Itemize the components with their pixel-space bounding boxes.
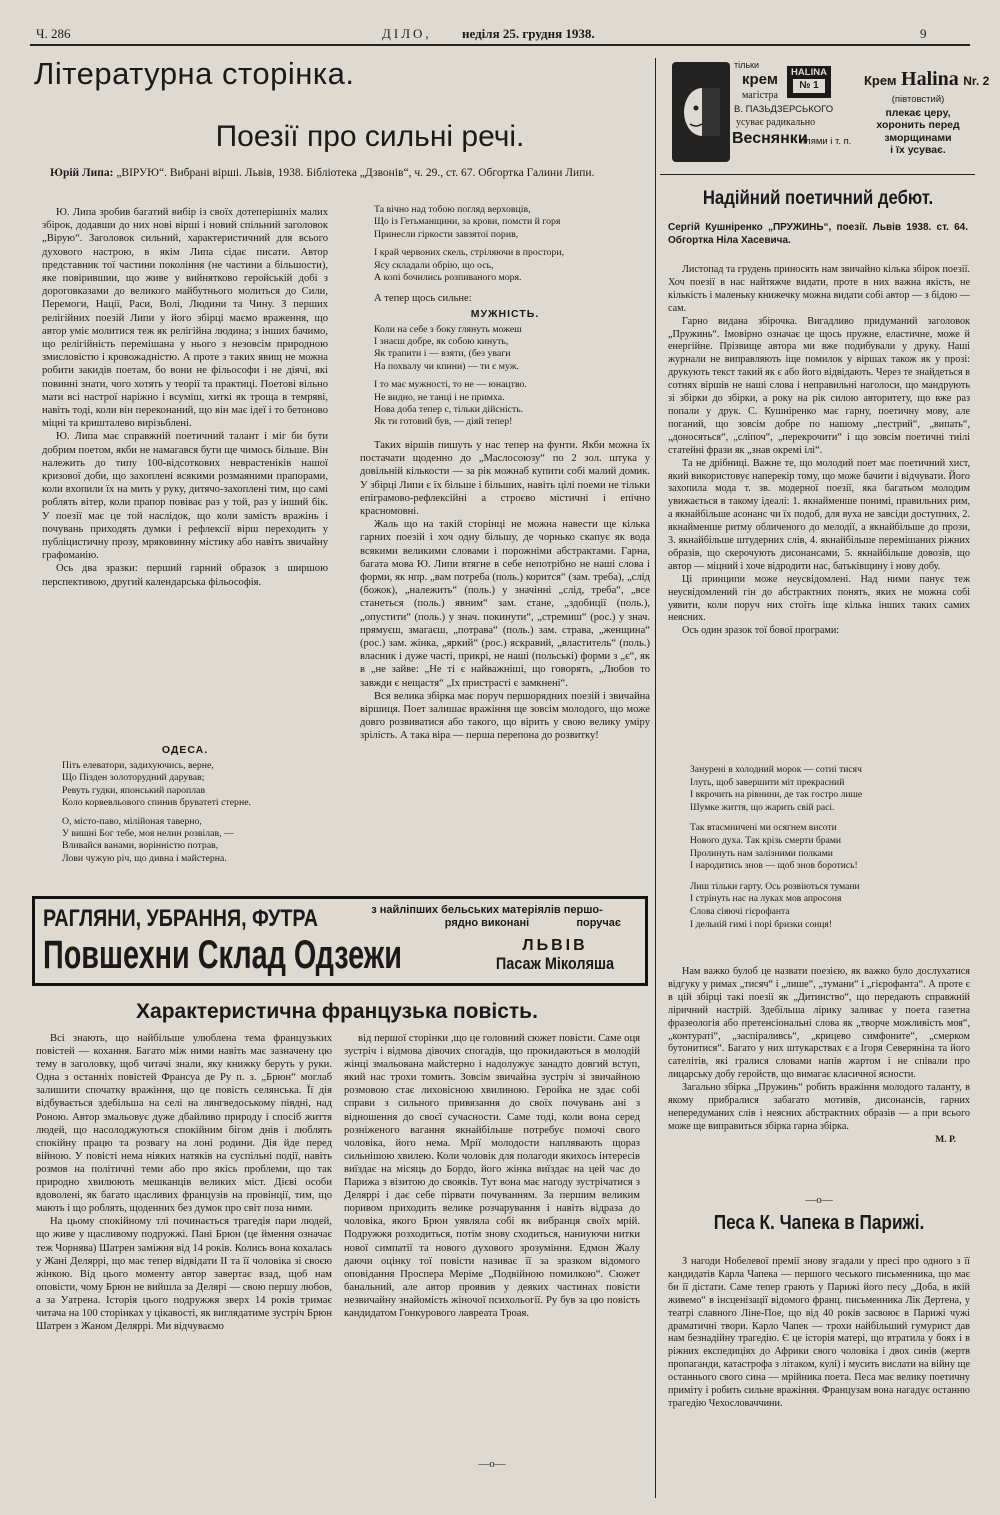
poem-line: У вишні Бог тебе, моя нелин розвілав, —: [62, 828, 234, 840]
poem-odesa: [42, 742, 328, 865]
paragraph: від першої сторінки ,що це головний сюжет повісти. Саме оця зустріч і відмова дівочих спогадів, що прокидаються в молодій жінці змальована майстерно і надолужує занадто довгий вступ, який нас трохи томить. Зовсім звичайна зустріч зі звичайною розмовою стає лиховісною хвилиною. Геройка не здає собі справи з сильного привязання до своїх почувань ані з відношення до своєї сучасности. Саме тоді, коли вона серед розніженого вагання якнайбільше потребує помочі свого чоловіка, його нема. Мрії молодости наплявають щораз сильнішою хвилею. Коли чоловік для полагоди якихось інтересів виїздає на місяць до Бордо, його жінка виїздає на цей час до Парижа з візитою до свояків. Тут вона має нагоду зустрічатися з Деляррі і дає себе пірвати почуванням. За першим великим поривом приходить велике розчарування і навіть відраза до чоловіка, якого Брюн уявляла собі як вибранця своїх мрій. Подружжя розходиться, потім знову сходиться, наниуючи нитки нової симпатії та нового духового зрозуміння. Едмон Жалу даючи оцінку тої повісти називає її за зразком відомого оповідання Проспера Меріме „Подвійною помилкою“. Сюжет банальний, але автор проявив у деяких частинах повісти незвичайну знайомість жіночої психольогії. Ру був за цю повість кандидатом Гонкурового лавреата Троая.: [344, 1033, 640, 1319]
brand-name: Halina: [901, 68, 959, 90]
ad-line: хоронить перед: [876, 119, 960, 131]
poem-line: Ревуть гудки, японський пароплав: [62, 784, 206, 796]
issue-date: неділя 25. грудня 1938.: [462, 26, 595, 41]
header-rule: [30, 44, 970, 46]
poem-title: ОДЕСА.: [161, 744, 209, 756]
paragraph: Всі знають, що найбільше улюблена тема французьких повістей — кохання. Багато між ними навіть має зазначену цю тему в заголовку, щоб читачі знали, яку книжку беруть у руки. Одна з останніх повістей Франсуа де Ру п. з. „Брюн“ моглаб залишити спочатку вражіння, що це повість селянська. Її дія відбувається здебільша на селі на лянгведоському півдні, над Роною. Автор змальовує дуже дбайливо природу і спосіб життя людей, що насолоджуються спокійним бігом днів і люблять спокійну працю та розвагу на лоні родини. Дія йде перед війною. У повісті нема ніяких натяків на суспільні події, навіть розмов на політичні теми або про якісь проблеми, що так природно хвилюють мешканців великих міст. Дієві особи вдоволені, як багато щасливих французів на провінції, тим, що мають і що роблять, щоденних без думок про світ поза ними.: [36, 1033, 332, 1215]
poem-line: Нового духа. Так крізь смерти брами: [690, 834, 842, 846]
ad-line: крем: [742, 71, 778, 88]
poem-line: Пролинуть нам залізними полками: [690, 847, 833, 859]
ad-subtext: [337, 904, 637, 930]
poem-line: Та вічно над тобою погляд верховців,: [374, 204, 531, 215]
paragraph: Та не дрібниці. Важне те, що молодий поет має поетичний хист, який використовує наперекір тому, що може бачити і відчувати. Його захопила мода т. зв. модерної поезії, яка багатьом молодим увижається в такому ідеалі: 1. якнайменше понимі, правильних рим, а якнайбільше асонанс чи їх подоб, для вуха не завсіди доступних, 2. якнайменше ритму обличеного до мелодії, а якнайбільше до прози, 3. якнайбільше штудерних слів, 4. якнайбільше перемішаних ріжних образів, що скерочують дисонансами, 5. якнайбільше довозів, що автор — міцний і хоче відродити нас, батьківщину і нову добу.: [668, 457, 970, 572]
paragraph: Гарно видана збірочка. Вигадливо придуманий заголовок „Пружинь“. Імовірно означає це щось пружне, еластичне, може й енергійне. Прізвище автора ми вже подибували у друку. Наші журнали не виправляють іще помилок у віршах також як у прозі: друкують текст такий як є або його відвідають. Через те знайдеться в сотнях віршів не наші слова і неправильні наголоси, що мандрують зі збірки до збірки, а року на рік силою авторитету, що вже раз попали у друк. С. Кушніренко має гарну, поетичну мову, але поганий, що зовсім добре по нашому „пестрий“, „випать“, „доносяться“, „сліпоч“, „перекрочити“ і що зовсім поетичні тиілі статейні фрази як „знав окремі ілі“.: [668, 315, 970, 456]
ad-line: усуває радикально: [736, 117, 816, 128]
poem-line: Так втасмничені ми осягнем висоти: [690, 822, 837, 834]
article2-text-end: [668, 966, 970, 1147]
poem-line: О, місто-паво, мілійоная таверно,: [62, 815, 202, 827]
article3-title: Характеристична французька повість.: [136, 1000, 538, 1023]
ad-line: плями і т. п.: [800, 136, 852, 147]
poem-line: Принесли гіркости завзятої порив,: [374, 228, 519, 240]
author-signature: М. Р.: [935, 1134, 956, 1145]
poem-line: Коло корвевльового спинив бруватеті стерне.: [62, 797, 251, 809]
ad-street: Пасаж Міколяша: [495, 954, 615, 973]
poem-line: І дельній гимі і порі бризки сонця!: [690, 918, 833, 930]
ad-tag: тільки: [734, 60, 760, 70]
paragraph: Ось один зразок тої бової програми:: [682, 625, 840, 637]
byline-details: „ВІРУЮ“. Вибрані вірші. Львів, 1938. Бібліотека „Дзвонів“, ч. 29., ст. 67. Обгортка Галини Липи.: [116, 167, 595, 179]
article1-col2: [360, 204, 650, 743]
paragraph: Жаль що на такій сторінці не можна навести ще кілька гарних поезій і хоч одну більшу, де чорнько скапує як вода всякими великими словами і порожніми абстрактами. Гарна, багата мова Ю. Липи втягне в себе непотрібно не наші слова і форми, як нпр. „вам потреба (поль.) корится“ (зам. треба), „слід (божок), „належить“ (поль.) у значінні „слід, треба“, „все станеться (поль.) явним“ зам. стане, „здобиції (поль.), „опустити“ (поль.) у знач. покинути“, „стремиш“ (рос.) у знач. прямуєш, змагаєш, „потрава“ (поль.) зам. страва, „женщина“ (рос.) зам. жінка, „яркий“ (рос.) яскравий, „властитель“ (поль.) власник і дуже часті, прикрі, не наші (польські) форми з „є“, як в „не зайве: „Не ті є найважніші, що говорять, „Любов то завжди є нещастя“ „Іх пристрасті є замкнені“.: [360, 519, 650, 689]
byline-author: Сергій Кушніренко: [668, 222, 763, 233]
byline-author: Юрій Липа:: [50, 167, 114, 179]
ad-line: поручає: [576, 917, 621, 929]
newspaper-name: ДІЛО,: [382, 26, 432, 41]
poem-line: Як ти готовий був, — діяй тепер!: [374, 416, 513, 428]
poem-line: І вкрочить на рівнини, де так гостро лише: [690, 789, 863, 801]
poem-title: МУЖНІСТЬ.: [470, 307, 540, 320]
brand-box: [787, 66, 831, 98]
paragraph: Ю. Липа має справжній поетичний талант і міг би бути добрим поетом, якби не намагався бути ще чимось більше. Він належить до типу 100-відсоткових неврастеніків нашої кризової доби, що захоплені всякими розмаяними прапорами, коли вхопили їх на мить у руку, дитячо-захоплені тим, що самі роблять вітер, коли прапор повіває раз у той, раз у інший бік. У поезії має це той наслідок, що коли замість вражінь і почувань приходять думки і рефлексії вірш переходить у публіцистичну прозу, мряковинну містику або навіть звичайну графоманію.: [42, 431, 328, 562]
ad-line: і їх усуває.: [890, 144, 946, 156]
paragraph: Вся велика збірка має поруч першорядних поезій і звичайна віршиця. Поет залишає вражіння ще зовсім молодого, що може довго розвиватися або такого, що вірить у свою велику уміру зрілість. А така віра — перша перепона до розвитку!: [360, 690, 650, 742]
cream-advertisement: [672, 60, 990, 170]
poem-line: І народитись знов — щоб знов боротись!: [690, 860, 858, 872]
article1-byline: [50, 166, 640, 180]
paragraph: Ці принципи може неусвідомлені. Над ними панує теж неусвідомлений гін до абстрактних понять, яких не можна собі уявити, коли поруч них стоїть іще кілька інших таких самих неясних.: [668, 573, 970, 624]
article2-poem: [690, 764, 972, 931]
ad-line: зморщинами: [884, 131, 952, 144]
page-number: 9: [920, 26, 927, 41]
paragraph: Ось два зразки: перший гарний образок з ширшою перспективою, другий календарська фільософія.: [42, 563, 328, 588]
article1-col2-text: [360, 439, 650, 743]
article1-col1: [42, 206, 328, 589]
brand-number: № 1: [793, 79, 825, 93]
poem-line: Слова сіяючі гієрофанта: [690, 905, 790, 917]
article4-title: Песа К. Чапека в Парижі.: [713, 1212, 925, 1234]
article1-title: Поезії про сильні речі.: [215, 120, 525, 153]
column-divider: [655, 58, 656, 1498]
poem-line: Лиш тільки гарту. Ось розвіються тумани: [690, 880, 860, 892]
poem-line: Лови чужую річ, що дивна і майстерна.: [62, 852, 227, 864]
paragraph: Ю. Липа зробив багатий вибір із своїх дотеперішніх малих збірок, додавши до них нові вірші і новий спільний заголовок „Вірую“. Заголовок сильний, характеристичний для всього духового настрою, в якім Липа сідає писати. Автор представник тої частини покоління (не частини а більшости), яке повірившии, що живе у вийнятково геройській добі з дороговказами до великого майбутнього молиться до Сили, Перемоги, Нації, Раси, Волі, Людини та Чину. З перших релігійних поезій Липи у його збірці маємо враження, що автор уміє молитися теж як релігійна людина; з інших бачимо, що релігійність перемішана у нього з незовсім природною змисловістю і кровожадністю. А проте з таких явищ не можна робити закидів поетам, бо вони не фільософи і не діячі, які повинні знати, чого хотять у теорії та практиці. Поетові вільно мати всі настрої наріжно і всуміш, хиткі як троща в темряві, навіть тоді, коли він переконаний, що він має ідеї і то бетоново міцні та кришталево вирізьблені.: [42, 207, 328, 430]
separator: —o—: [478, 1458, 506, 1470]
clothes-advertisement: [32, 896, 648, 986]
paragraph: На цьому спокійному тлі починається трагедія пари людей, що живе у щасливому подружжі. Пані Брюн (це ймення означає теж Чорнява) Шатрен заміжня від 14 років. Колись вона кохалась у Жані Деляррі, що має тепер відвідати ІІ та її чоловіка зі своєю жінкою. Від цього моменту автор завертає взад, щоб нам оповісти, чому Брюн не вийшла за Делярі — свою першу любов, а за Уатрена. Історія цього подружжя зверх 14 років тримає читача на 100 сторінках у цікавості, як виглядатиме зустріч Брюн Шатрен з Жаном Деляррі. Ми відчуваємо: [36, 1216, 332, 1333]
ad-store-name: Повшехни Склад Одзежи: [43, 933, 402, 977]
brand-number: Nr. 2: [963, 74, 990, 88]
ad-line: плекає церу,: [885, 106, 951, 119]
poem-line: Не видно, не танці і не примха.: [374, 391, 505, 403]
paragraph: Листопад та грудень приносять нам звичайно кілька збірок поезії. Хоч поезії в нас найтяжче видати, проте в них важна якість, не кількість і маленьку книжечку можна видати собі автор — з бідою — сам.: [668, 264, 970, 314]
article3-col2: [344, 1032, 640, 1320]
poem-line: Піть елеватори, задихуючись, верне,: [62, 760, 214, 771]
poem-line: На похвалу чи кпини) — ти є муж.: [374, 360, 519, 372]
poem-line: Коли на себе з боку глянуть можеш: [374, 323, 522, 335]
poem-line: Занурені в холодний морок — сотні тисяч: [690, 764, 862, 775]
ad-line: Веснянки: [732, 130, 808, 147]
poem-line: Ясу складали обрію, що ось,: [374, 259, 494, 271]
poem-line: Нова доба тепер є, тільки дійсність.: [374, 404, 524, 416]
poem-line: Що із Гетьманщини, за крови, помсти й горя: [374, 216, 561, 228]
paragraph: З нагоди Нобелевої премії знову згадали у пресі про одного з її кандидатів Карла Чапека — першого чеського письменника, що має би її дістати. Саме тепер грають у Парижі його песу „Доба, в якій живемо“ в інсценізації відомого франц. письменника Лік Дертена, у театрі славного Ліне-Пое, що від 40 років засвоює в Парижі чужі драматичні твори. Карло Чапек — трохи найбільший гумурист дав нам безнадійну трагедію. Є це історія матері, що втратила у боях і в ріжних експедиціях до Африки свого чоловіка і двох синів (жертв пропаганди, катастрофа з літаком, кулі) і мусить вислати на війну ще останнього свого сина — мрійника поета. Песа має велику поетичну приміту і робить сильне вражіння. Французам вона нагадує останню трагедію Чехословаччини.: [668, 1256, 970, 1409]
ad-text: Крем: [864, 73, 897, 88]
ad-right-text: [866, 94, 970, 157]
section-title: Літературна сторінка.: [34, 56, 355, 91]
ad-line: В. ПАЗЬДЗЕРСЬКОГО: [734, 104, 834, 115]
woman-portrait-icon: [672, 62, 730, 162]
ad-line: з найліпших бельських матеріялів першо-: [371, 904, 603, 916]
article3-col1: [36, 1032, 332, 1333]
separator: —o—: [805, 1194, 833, 1206]
article4-text: [668, 1256, 970, 1411]
ad-rule: [660, 174, 975, 175]
ad-headline: РАГЛЯНИ, УБРАННЯ, ФУТРА: [43, 905, 318, 932]
poem-line: Як трапити і — взяти, (без уваги: [374, 348, 511, 360]
article2-title: Надійний поетичний дебют.: [702, 188, 934, 209]
ad-line: рядно виконані: [444, 917, 530, 929]
poem-line: І то має мужності, то не — юнацтво.: [374, 379, 527, 391]
ad-line: магістра: [742, 90, 778, 101]
byline-details: „ПРУЖИНЬ“, поезії. Львів 1938. ст. 64. Обгортка Ніла Хасевича.: [668, 222, 968, 246]
brand-name: HALINA: [791, 67, 827, 78]
ad-address: [475, 937, 635, 973]
poem-line: І стрінуть нас на луках мов апросоня: [690, 893, 842, 905]
poem-line: Iлуть, щоб завершити міт прекрасний: [690, 776, 845, 788]
paragraph: Загально збірка „Пружинь“ робить вражіння молодого таланту, в якому прибралися забагато мотивів, дисонансів, гарних непередуманих слів і неясних абстрактних образів — а при всього може ще виправиться збірка гарна збірка.: [668, 1082, 970, 1132]
article2-text: [668, 264, 970, 638]
poem-line: А копі бочились розпиваного моря.: [374, 272, 522, 284]
ad-city: ЛЬВІВ: [522, 937, 588, 954]
article2-byline: [668, 222, 968, 248]
poem-line: Шумке життя, що жарить свій расі.: [690, 801, 835, 813]
issue-number: Ч. 286: [36, 26, 71, 41]
poem-line: Що Пізден золоторудний дарував;: [62, 772, 205, 784]
paragraph: Таких віршів пишуть у нас тепер на фунти. Якби можна їх постачати щоденно до „Маслосоюзу“ по 2 зол. штука у довільній кількости — за рік можнаб купити собі малий домик. У збірці Липи є їх більше і більших, навіть цілі поеми не тільки епіграмово-рефлексійні а строєво містичні і епічно красномовні.: [360, 439, 650, 517]
ad-line: (півтовстий): [891, 94, 945, 105]
poem-line: Вливайся ванами, ворінністю потрав,: [62, 840, 219, 852]
intro-line: А тепер щось сильне:: [374, 293, 472, 305]
ad-right-title: [864, 68, 989, 91]
poem-line: І знаєш добре, як собою кинуть,: [374, 336, 509, 348]
poem-line: І край червоних скель, стріляючи в простори,: [374, 247, 565, 259]
paragraph: Нам важко булоб це назвати поезією, як важко було дослухатися відгуку у римах „тисяч“ і „лише“, „тумани“ і „гієрофанта“. А проте є в цій збірці такі поезії як „Дитинство“, що передають справжній ліричний настрій. Здебільша лірику заливає у поета газетна фразеологія або претенсіональні слова як „творче можливість моя“, „контураті“, „заспіраливсь“, „крицево симфоните“, „смерком бутонитися“. Багато у них штукарствах є а Ігоря Северяніна та його сателітів, які гралися словами напів жартом і не співали про лицарську добу геройств, що вимагає класичної ясности.: [668, 966, 970, 1081]
